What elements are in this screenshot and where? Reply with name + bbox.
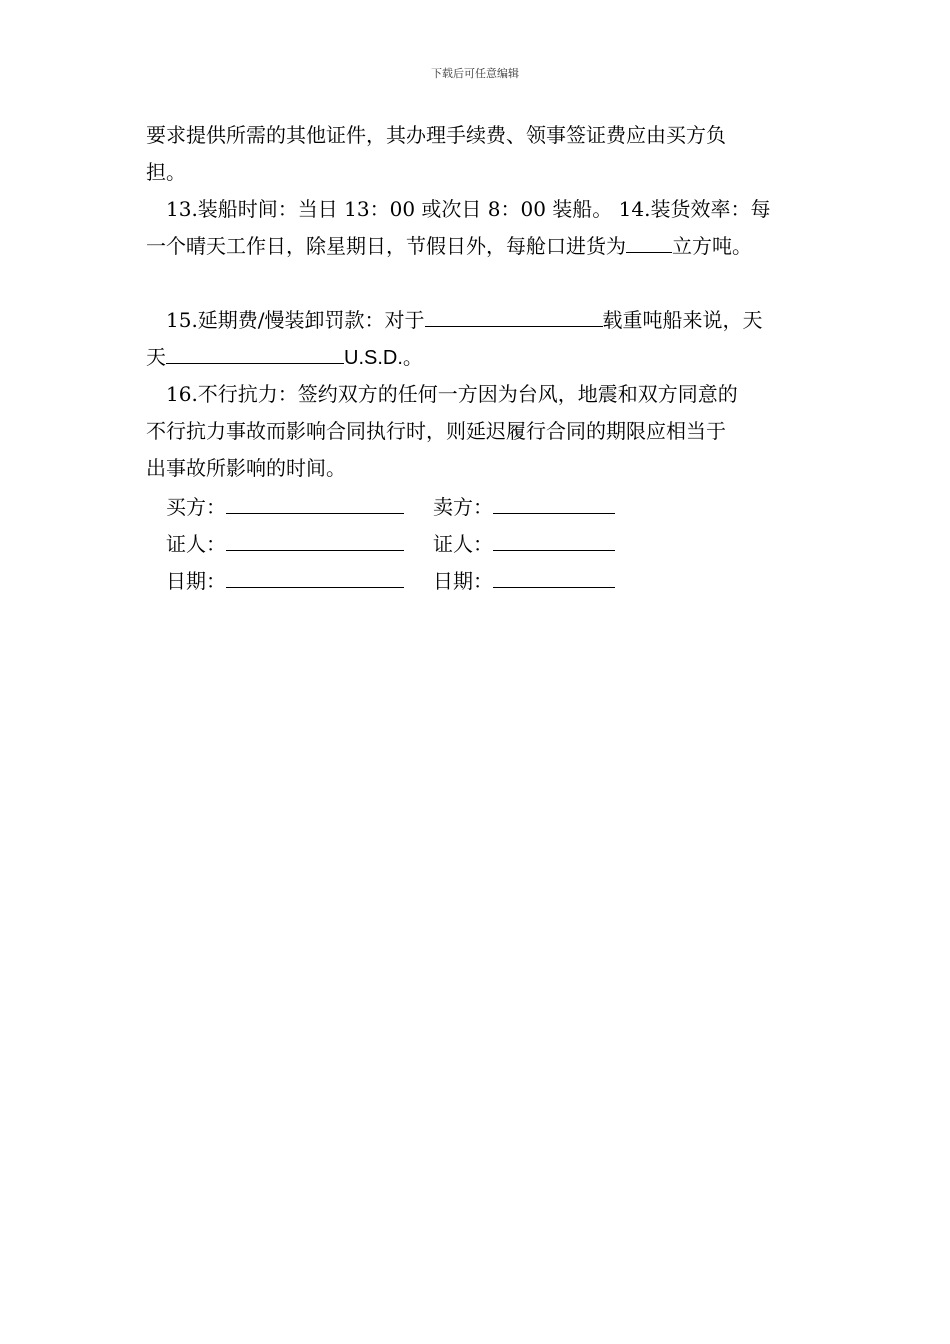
clause-15-line-2-prefix: 天 <box>146 345 166 369</box>
seller-label: 卖方： <box>433 495 493 519</box>
witness-right-field <box>433 526 615 563</box>
clause-13-14 <box>146 191 816 265</box>
clause-15-line-1 <box>146 302 816 339</box>
clause-14-line-2 <box>146 228 816 265</box>
seller-field <box>433 489 615 526</box>
clause-12-line-2: 担。 <box>146 160 186 184</box>
clause-15-text-after-blank: 载重吨船来说，天 <box>602 308 763 332</box>
clause-15-line-2 <box>146 339 816 376</box>
clause-15-text-before-blank: 15.延期费/慢装卸罚款：对于 <box>166 308 425 332</box>
date-left-blank[interactable] <box>226 565 404 588</box>
date-right-field <box>433 563 615 600</box>
buyer-field <box>166 489 404 526</box>
witness-left-blank[interactable] <box>226 528 404 551</box>
date-left-field <box>166 563 404 600</box>
witness-right-blank[interactable] <box>493 528 615 551</box>
clause-15 <box>146 302 816 376</box>
clause-15-currency: U.S.D.。 <box>344 347 423 369</box>
witness-right-label: 证人： <box>433 532 493 556</box>
date-left-label: 日期： <box>166 569 226 593</box>
witness-left-label: 证人： <box>166 532 226 556</box>
clause-14-text-after-blank: 立方吨。 <box>672 234 752 258</box>
clause-13-line-1: 13.装船时间：当日 13：00 或次日 8：00 装船。 14.装货效率：每 <box>166 197 771 221</box>
buyer-label: 买方： <box>166 495 226 519</box>
date-right-label: 日期： <box>433 569 493 593</box>
daily-penalty-amount-blank[interactable] <box>166 341 344 364</box>
seller-signature-blank[interactable] <box>493 491 615 514</box>
clause-12-line-1: 要求提供所需的其他证件，其办理手续费、领事签证费应由买方负 <box>146 123 726 147</box>
clause-16 <box>146 376 816 487</box>
loading-rate-blank[interactable] <box>626 230 672 253</box>
buyer-signature-blank[interactable] <box>226 491 404 514</box>
page-header: 下载后可任意编辑 <box>431 67 519 80</box>
clause-14-text-before-blank: 一个晴天工作日，除星期日，节假日外，每舱口进货为 <box>146 234 626 258</box>
clause-16-line-3: 出事故所影响的时间。 <box>146 456 346 480</box>
clause-16-line-1: 16.不行抗力：签约双方的任何一方因为台风，地震和双方同意的 <box>166 382 738 406</box>
date-right-blank[interactable] <box>493 565 615 588</box>
deadweight-tonnage-blank[interactable] <box>425 304 603 327</box>
clause-16-line-2: 不行抗力事故而影响合同执行时，则延迟履行合同的期限应相当于 <box>146 419 726 443</box>
clause-12-continuation <box>146 117 816 191</box>
witness-left-field <box>166 526 404 563</box>
